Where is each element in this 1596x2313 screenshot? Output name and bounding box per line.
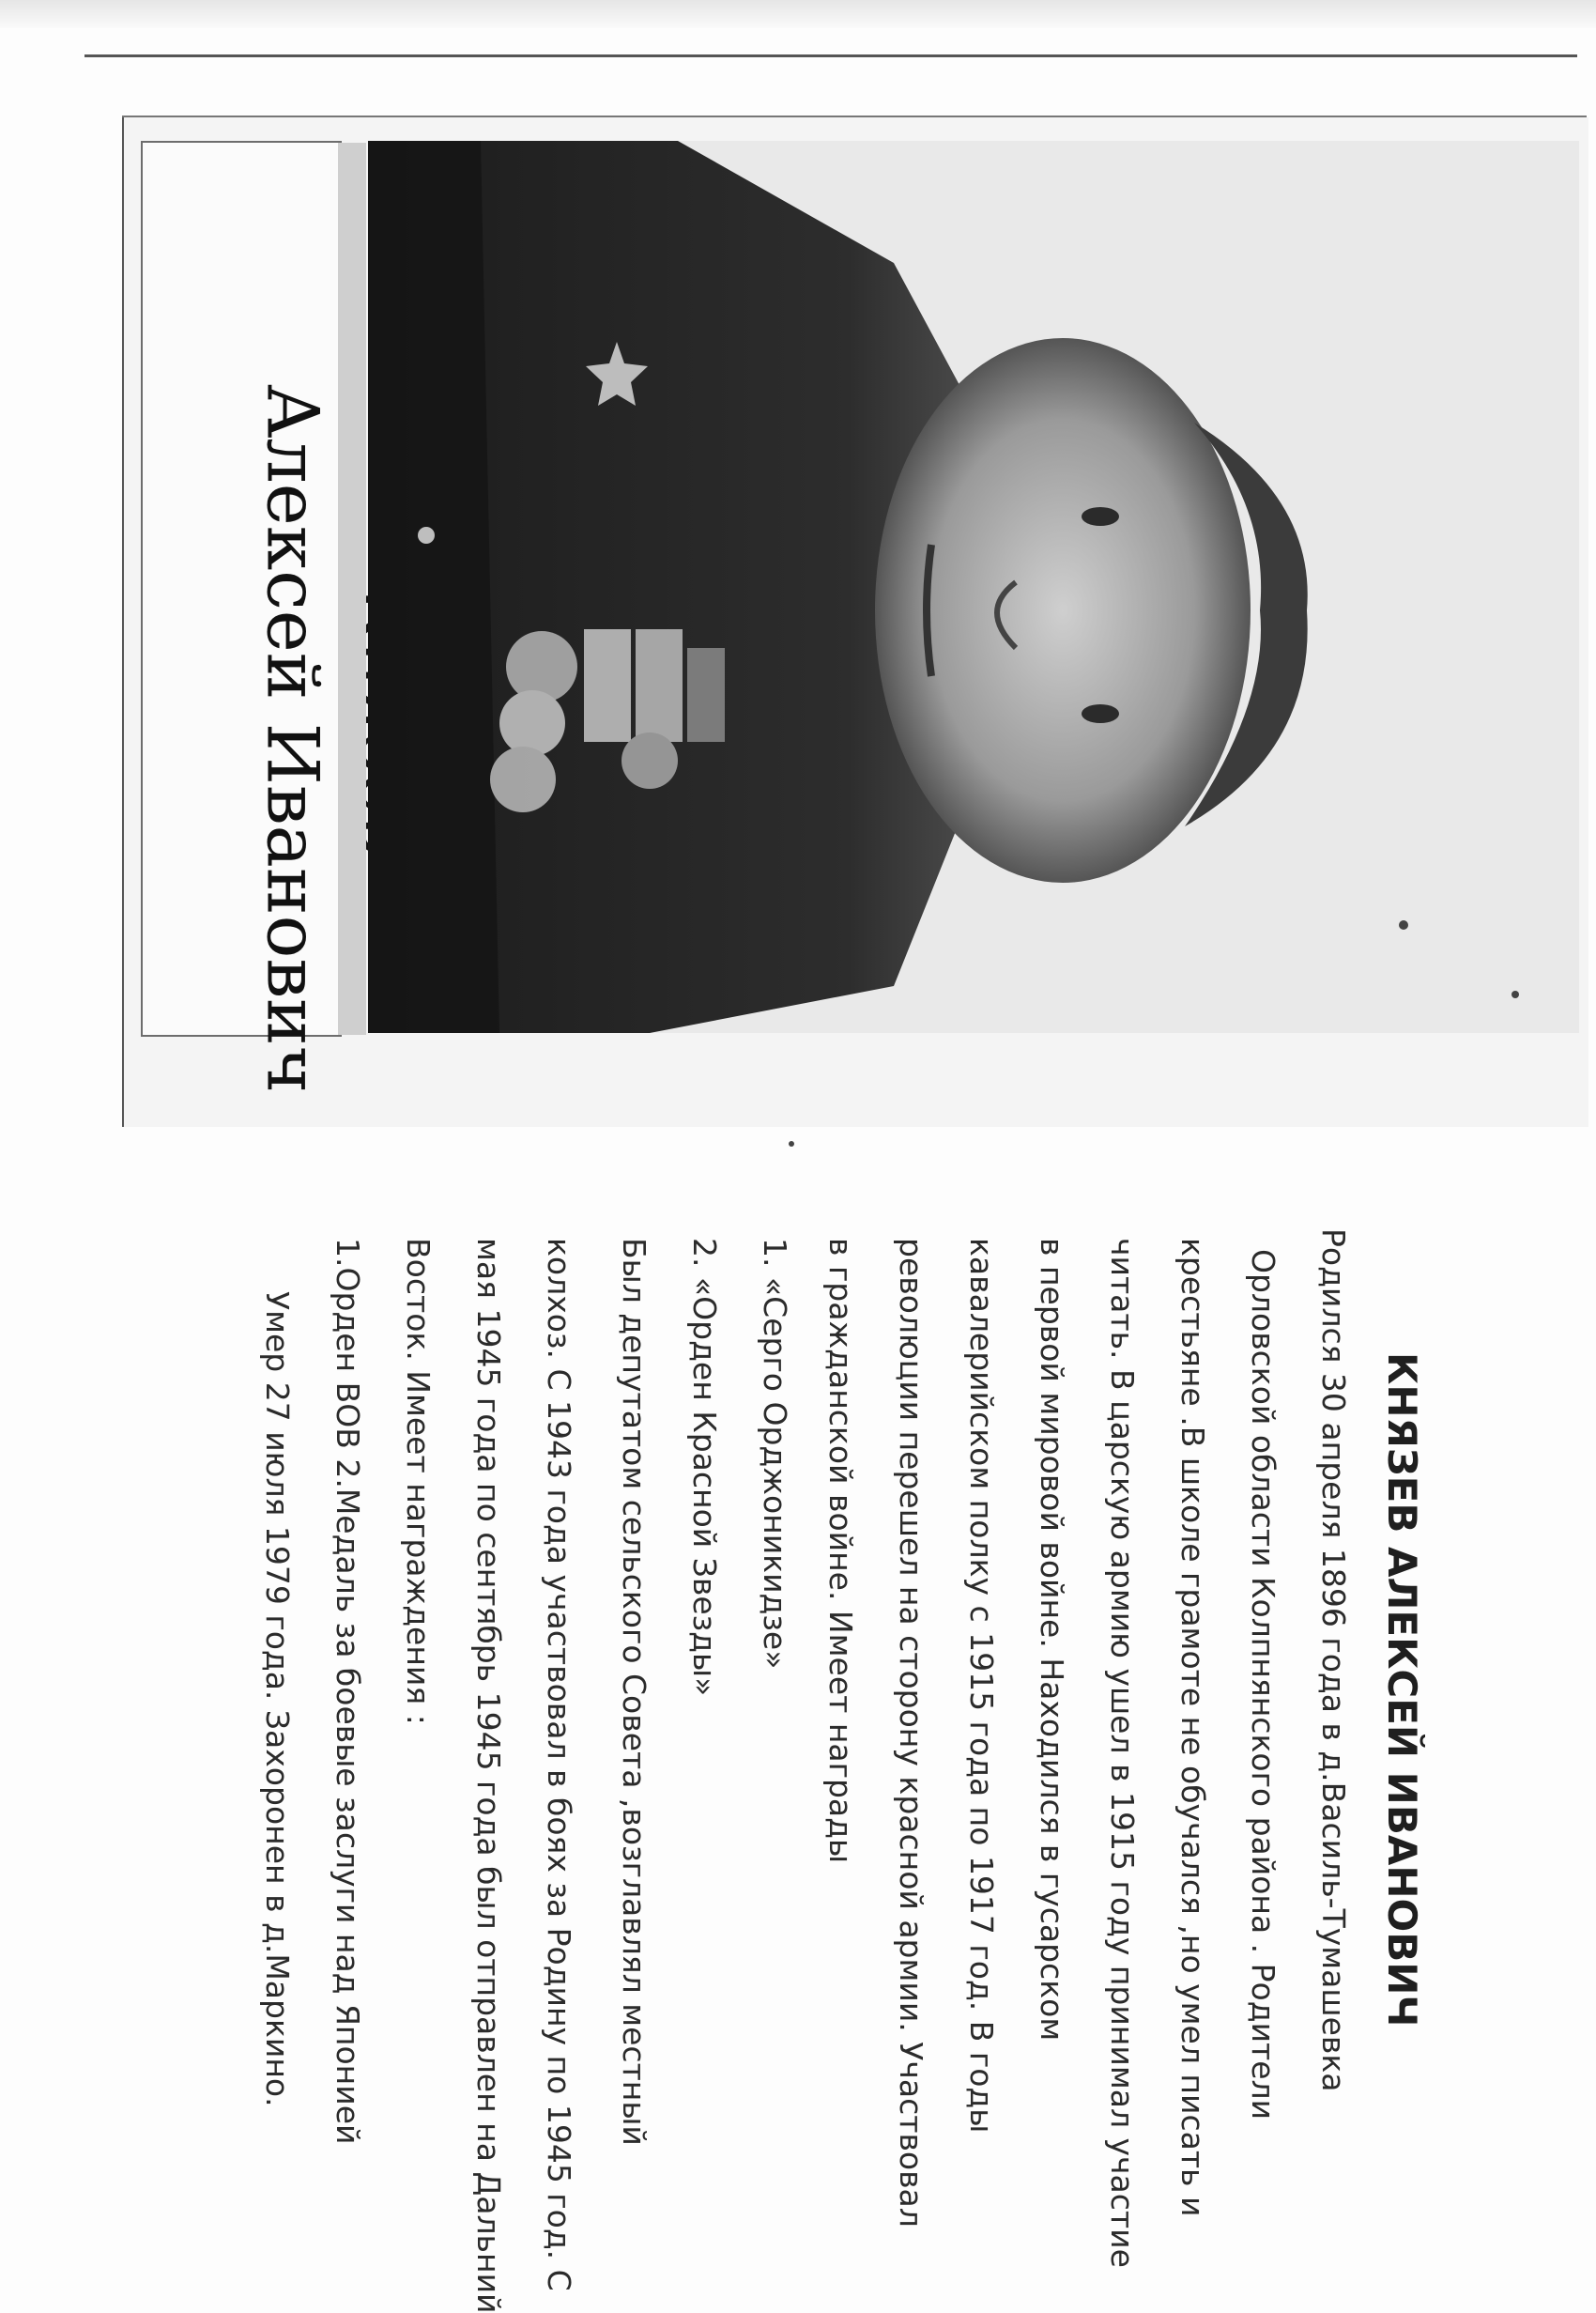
document-line: революции перешел на сторону красной армии. Участвовал xyxy=(893,1238,929,2228)
scan-speck xyxy=(789,1141,794,1147)
document-line: мая 1945 года по сентябрь 1945 года был отправлен на Дальний xyxy=(470,1238,507,2313)
name-card-given-names: Алексей Иванович xyxy=(251,383,335,1094)
document-line: Орловской области Колпнянского района . Родители xyxy=(1245,1249,1281,2120)
document-line: Восток. Имеет награждения : xyxy=(400,1238,437,1725)
document-line: 1.Орден ВОВ 2.Медаль за боевые заслуги над Японией xyxy=(330,1238,366,2145)
document-line: Родился 30 апреля 1896 года в д.Василь-Тумашевка xyxy=(1315,1228,1352,2092)
scan-rule-line xyxy=(84,54,1577,57)
document-line: читать. В царскую армию ушел в 1915 году принимал участие xyxy=(1104,1238,1141,2268)
scan-speck xyxy=(1512,991,1519,998)
document-line: Был депутатом сельского Совета ,возглавлял местный xyxy=(616,1238,652,2146)
document-line: кавалерийском полку с 1915 года по 1917 год. В годы xyxy=(963,1238,1000,2134)
scan-speck xyxy=(1399,920,1408,930)
document-list-item: 2. «Орден Красной Звезды» xyxy=(686,1238,723,1697)
document-line: колхоз. С 1943 года участвовал в боях за Родину по 1945 год. С xyxy=(541,1238,577,2291)
document-line: в первой мировой войне. Находился в гусарском xyxy=(1034,1238,1070,2042)
document-list-item: 1. «Серго Орджоникидзе» xyxy=(757,1238,793,1670)
portrait-photo xyxy=(368,141,1579,1033)
name-card xyxy=(141,141,342,1094)
document-line: Умер 27 июля 1979 года. Захоронен в д.Маркино. xyxy=(259,1291,296,2107)
document-title: КНЯЗЕВ АЛЕКСЕЙ ИВАНОВИЧ xyxy=(1379,1352,1425,2028)
name-card-shadow xyxy=(338,143,366,1035)
document-line: в гражданской войне. Имеет награды xyxy=(822,1238,859,1864)
document-line: крестьяне .В школе грамоте не обучался ,но умел писать и xyxy=(1174,1238,1211,2217)
scan-page-edge xyxy=(0,0,1596,28)
